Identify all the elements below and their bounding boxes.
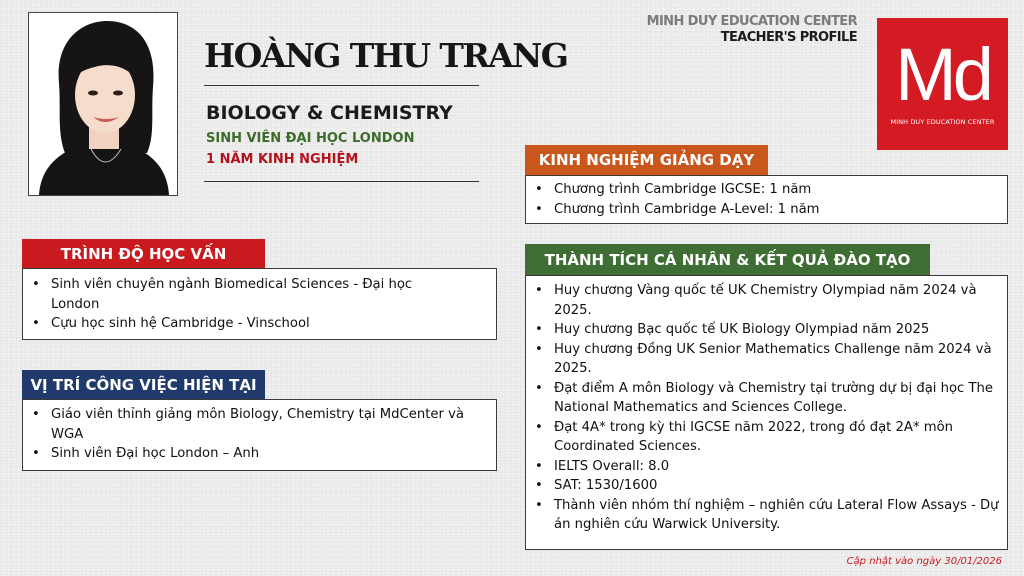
teacher-experience: 1 NĂM KINH NGHIỆM [206,152,359,167]
education-header: TRÌNH ĐỘ HỌC VẤN [22,239,265,269]
current-job-header: VỊ TRÍ CÔNG VIỆC HIỆN TẠI [22,370,265,400]
logo-mark: Md [895,33,990,116]
achievement-item: • SAT: 1530/1600 [526,476,1001,496]
teacher-name: HOÀNG THU TRANG [204,36,568,75]
teaching-experience-header: KINH NGHIỆM GIẢNG DẠY [525,145,768,175]
teacher-photo [28,12,178,196]
education-box [22,268,497,340]
achievement-item: • Đạt 4A* trong kỳ thi IGCSE năm 2022, trong đó đạt 2A* môn Coordinated Sciences. [526,418,1001,457]
achievements-header: THÀNH TÍCH CÁ NHÂN & KẾT QUẢ ĐÀO TẠO [525,244,930,275]
teacher-subject: BIOLOGY & CHEMISTRY [206,102,453,124]
achievement-item: • Huy chương Vàng quốc tế UK Chemistry Olympiad năm 2024 và 2025. [526,281,1001,320]
update-date: Cập nhật vào ngày 30/01/2026 [846,556,1002,567]
teaching-experience-box [525,175,1008,224]
teacher-university: SINH VIÊN ĐẠI HỌC LONDON [206,131,415,146]
achievement-item: • IELTS Overall: 8.0 [526,457,1001,477]
achievement-item: • Huy chương Bạc quốc tế UK Biology Olympiad năm 2025 [526,320,1001,340]
education-item: • Cựu học sinh hệ Cambridge - Vinschool [23,314,460,334]
achievement-item: • Thành viên nhóm thí nghiệm – nghiên cứu Lateral Flow Assays - Dự án nghiên cứu Warwick University. [526,496,1001,535]
achievement-item: • Huy chương Đồng UK Senior Mathematics Challenge năm 2024 và 2025. [526,340,1001,379]
brand-logo [877,18,1008,150]
achievement-item: • Đạt điểm A môn Biology và Chemistry tại trường dự bị đại học The National Mathematics and Sciences College. [526,379,1001,418]
current-job-item: • Giáo viên thỉnh giảng môn Biology, Chemistry tại MdCenter và WGA [23,405,486,444]
brand-subtitle: TEACHER'S PROFILE [720,30,857,45]
teacher-portrait-image [29,13,177,195]
current-job-item: • Sinh viên Đại học London – Anh [23,444,486,464]
logo-text: MINH DUY EDUCATION CENTER [890,118,995,126]
current-job-box [22,399,497,471]
teaching-experience-item: • Chương trình Cambridge A-Level: 1 năm [526,200,1007,220]
education-item: • Sinh viên chuyên ngành Biomedical Sciences - Đại học London [23,275,460,314]
subject-divider [204,181,479,182]
achievements-box [525,275,1008,550]
teaching-experience-item: • Chương trình Cambridge IGCSE: 1 năm [526,180,1007,200]
brand-name: MINH DUY EDUCATION CENTER [646,14,857,29]
name-divider [204,85,479,86]
